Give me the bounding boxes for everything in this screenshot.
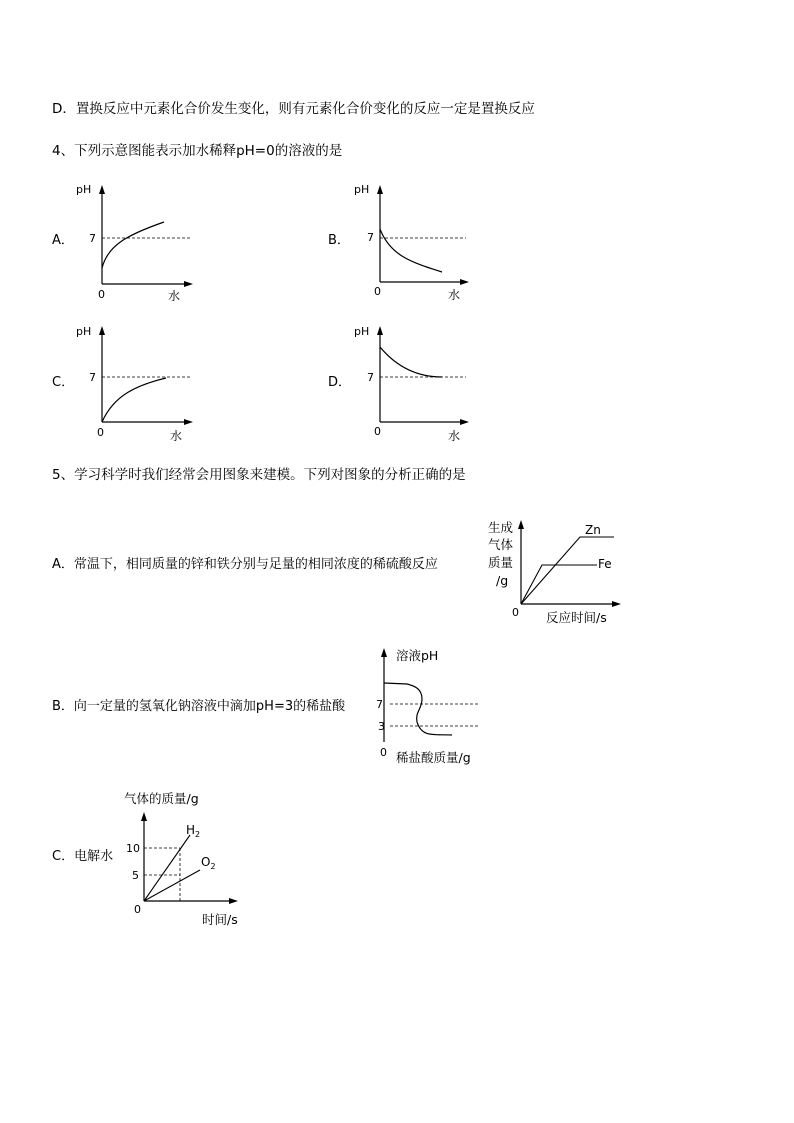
- y-axis-label-line-4: /g: [496, 573, 509, 588]
- y-axis-arrow: [518, 520, 524, 529]
- q4-option-d-label: D．: [328, 375, 352, 390]
- y-axis-label: 溶液pH: [396, 648, 439, 663]
- ph-curve: [102, 378, 166, 422]
- q5-stem: 5、学习科学时我们经常会用图象来建模。下列对图象的分析正确的是: [52, 467, 466, 483]
- x-axis-label: 反应时间/s: [546, 610, 607, 625]
- q5-option-b-text: B．向一定量的氢氧化钠溶液中滴加pH=3的稀盐酸: [52, 699, 346, 714]
- y-axis-label: pH: [354, 183, 370, 196]
- x-axis-label: 水: [168, 289, 181, 303]
- tick-label-3: 3: [378, 720, 385, 733]
- series-label-o2: $O_2$: [201, 855, 216, 871]
- q5-graph-c: [120, 788, 250, 928]
- series-label-h2: $H_2$: [186, 823, 201, 839]
- x-axis-arrow: [460, 279, 469, 285]
- q4-option-b-label: B．: [328, 233, 350, 248]
- tick-label-7: 7: [367, 371, 374, 384]
- q4-stem: 4、下列示意图能表示加水稀释pH=0的溶液的是: [52, 143, 343, 159]
- h2-line: [144, 835, 190, 901]
- tick-label-7: 7: [89, 371, 96, 384]
- x-axis-arrow: [184, 419, 193, 425]
- ph-curve: [380, 347, 442, 377]
- y-axis-arrow: [377, 185, 383, 194]
- y-axis-arrow: [377, 326, 383, 335]
- q4-option-a-label: A．: [52, 233, 74, 248]
- y-axis-label-line-3: 质量: [488, 555, 514, 570]
- x-axis-label: 水: [170, 429, 183, 443]
- ph-curve: [380, 229, 442, 272]
- q4-option-c-label: C．: [52, 375, 75, 390]
- origin-label: 0: [374, 285, 381, 298]
- y-axis-label-line-2: 气体: [488, 537, 514, 552]
- y-axis-arrow: [141, 812, 147, 821]
- q5-graph-b: [372, 644, 487, 769]
- fe-line: [521, 565, 597, 604]
- y-axis-label: pH: [76, 183, 92, 196]
- x-axis-arrow: [184, 281, 193, 287]
- origin-label: 0: [512, 606, 519, 619]
- q4-graph-d: [350, 320, 480, 445]
- tick-label-7: 7: [89, 232, 96, 245]
- tick-label-7: 7: [367, 231, 374, 244]
- x-axis-arrow: [612, 601, 621, 607]
- x-axis-label: 稀盐酸质量/g: [396, 750, 471, 765]
- tick-label-7: 7: [376, 698, 383, 711]
- origin-label: 0: [374, 425, 381, 438]
- ph-curve: [102, 222, 164, 268]
- origin-label: 0: [98, 288, 105, 301]
- tick-label-5: 5: [132, 869, 139, 882]
- origin-label: 0: [380, 746, 387, 759]
- tick-label-10: 10: [126, 842, 140, 855]
- q4-graph-c: [72, 320, 202, 445]
- origin-label: 0: [134, 903, 141, 916]
- x-axis-label: 时间/s: [202, 912, 238, 927]
- y-axis-label: 气体的质量/g: [124, 791, 199, 806]
- y-axis-label-line-1: 生成: [488, 520, 514, 535]
- series-label-zn: Zn: [585, 523, 601, 537]
- q4-graph-a: [72, 180, 202, 305]
- q5-graph-a: [484, 518, 629, 628]
- y-axis-label: pH: [76, 325, 92, 338]
- x-axis-arrow: [229, 898, 238, 904]
- x-axis-arrow: [460, 419, 469, 425]
- y-axis-arrow: [99, 326, 105, 335]
- q5-option-c-text: C．电解水: [52, 849, 114, 864]
- q5-option-a-text: A．常温下，相同质量的锌和铁分别与足量的相同浓度的稀硫酸反应: [52, 557, 438, 572]
- y-axis-arrow: [99, 185, 105, 194]
- y-axis-label: pH: [354, 325, 370, 338]
- x-axis-label: 水: [448, 288, 461, 302]
- q3-option-d: D．置换反应中元素化合价发生变化，则有元素化合价变化的反应一定是置换反应: [52, 101, 535, 117]
- origin-label: 0: [97, 426, 104, 439]
- ph-curve: [384, 683, 452, 735]
- series-label-fe: Fe: [598, 557, 612, 571]
- x-axis-label: 水: [448, 429, 461, 443]
- y-axis-arrow: [381, 648, 387, 657]
- q4-graph-b: [350, 180, 480, 305]
